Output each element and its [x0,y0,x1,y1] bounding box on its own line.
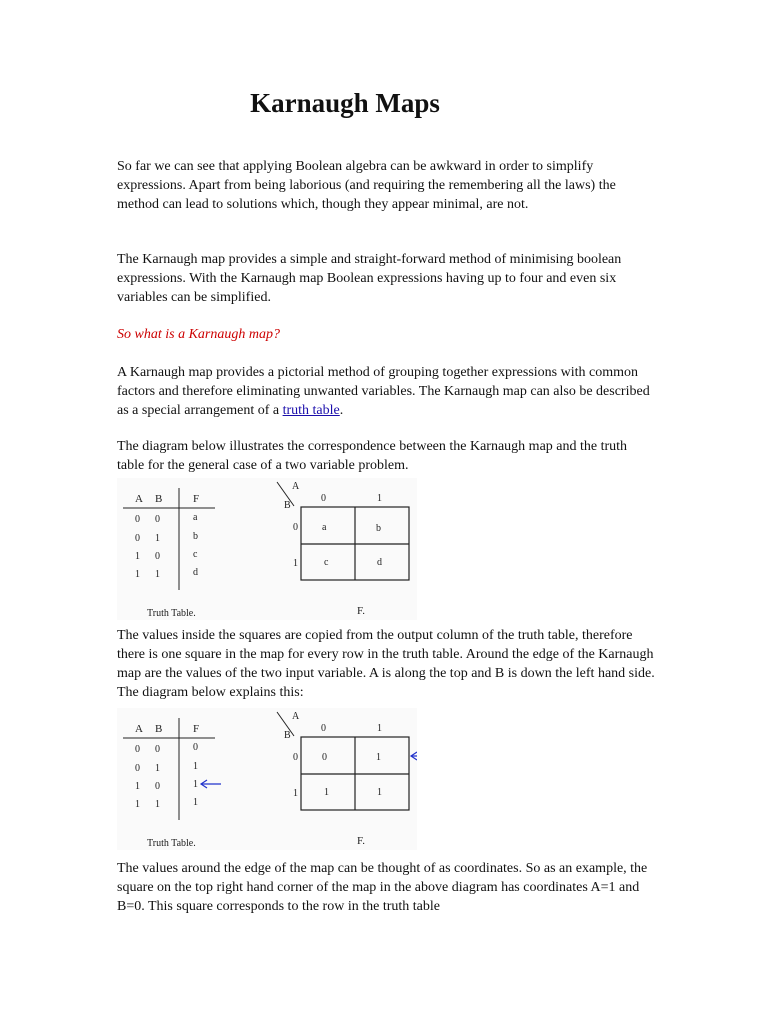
tt1-r1-a: 0 [135,533,140,544]
tt2-r2-b: 0 [155,781,160,792]
tt1-caption: Truth Table. [147,608,196,619]
km1-caption: F. [357,605,365,617]
km2-cell-01: 1 [376,752,381,763]
km2-row-0: 0 [293,752,298,763]
km2-label-a: A [292,711,300,722]
karnaugh-description-paragraph: The Karnaugh map provides a simple and straight-forward method of minimising boolean expressions. With the Karnaugh map Boolean expressions having up to four and even six variables can be simplified. [117,252,622,305]
km1-row-0: 0 [293,522,298,533]
tt2-r2-f: 1 [193,779,198,790]
tt1-r2-f: c [193,549,198,560]
tt2-caption: Truth Table. [147,838,196,849]
tt2-r0-b: 0 [155,744,160,755]
coordinates-paragraph: The values around the edge of the map can be thought of as coordinates. So as an example, the square on the top right hand corner of the map in the above diagram has coordinates A=1 and B=0. This square corresponds to the row in the truth table [117,861,648,914]
definition-paragraph [117,363,657,420]
tt1-header-a: A [135,493,143,505]
km1-col-0: 0 [321,493,326,504]
km2-col-1: 1 [377,723,382,734]
tt2-r3-f: 1 [193,797,198,808]
tt2-r1-b: 1 [155,763,160,774]
km2-cell-11: 1 [377,787,382,798]
km1-row-1: 1 [293,558,298,569]
tt1-r1-f: b [193,531,198,542]
km2-row-1: 1 [293,788,298,799]
tt1-r3-b: 1 [155,569,160,580]
tt2-r3-a: 1 [135,799,140,810]
km1-label-b: B [284,500,291,511]
km2-caption: F. [357,835,365,847]
tt2-r1-f: 1 [193,761,198,772]
figure-2 [117,708,417,850]
truth-table-link[interactable]: truth table [282,403,340,418]
tt2-r3-b: 1 [155,799,160,810]
tt1-r1-b: 1 [155,533,160,544]
km1-cell-10: c [324,557,329,568]
tt1-r3-a: 1 [135,569,140,580]
diagram-intro-paragraph: The diagram below illustrates the correspondence between the Karnaugh map and the truth table for the general case of a two variable problem. [117,439,628,473]
tt1-r0-b: 0 [155,514,160,525]
karnaugh-map-2 [277,711,417,847]
definition-end: . [339,403,344,418]
km2-pointer-arrow-icon [411,752,417,760]
figure-1 [117,478,417,620]
definition-text: A Karnaugh map provides a pictorial method of grouping together expressions with common factors and therefore eliminating unwanted variables. The Karnaugh map can also be described as a special arrangement of a [117,365,650,418]
tt2-pointer-arrow-icon [201,780,221,788]
km2-cell-10: 1 [324,787,329,798]
tt2-r2-a: 1 [135,781,140,792]
tt2-header-b: B [155,723,163,735]
km1-cell-11: d [377,557,382,568]
tt1-header-f: F [193,493,200,505]
tt1-r0-f: a [193,512,198,523]
tt2-header-a: A [135,723,143,735]
km1-label-a: A [292,481,300,492]
km2-cell-00: 0 [322,752,327,763]
karnaugh-map-1 [277,481,409,617]
tt1-r0-a: 0 [135,514,140,525]
km1-cell-00: a [322,522,327,533]
tt2-header-f: F [193,723,200,735]
tt1-r3-f: d [193,567,198,578]
km1-cell-01: b [376,523,381,534]
tt2-r0-f: 0 [193,742,198,753]
tt1-r2-b: 0 [155,551,160,562]
km2-col-0: 0 [321,723,326,734]
tt1-header-b: B [155,493,163,505]
tt2-r0-a: 0 [135,744,140,755]
squares-explanation-paragraph: The values inside the squares are copied from the output column of the truth table, therefore there is one square in the map for every row in the truth table. Around the edge of the Karnaugh map are the values of the two input variable. A is along the top and B is down the left hand side. The diagram below explains this: [117,628,655,700]
intro-paragraph: So far we can see that applying Boolean algebra can be awkward in order to simplify expressions. Apart from being laborious (and requiring the remembering all the laws) the method can lead to solutions which, though they appear minimal, are not. [117,159,616,212]
truth-table-1 [123,488,215,619]
tt2-r1-a: 0 [135,763,140,774]
page-title: Karnaugh Maps [250,88,440,118]
km1-col-1: 1 [377,493,382,504]
km2-label-b: B [284,730,291,741]
section-heading: So what is a Karnaugh map? [117,327,280,342]
tt1-r2-a: 1 [135,551,140,562]
truth-table-2 [123,718,221,849]
